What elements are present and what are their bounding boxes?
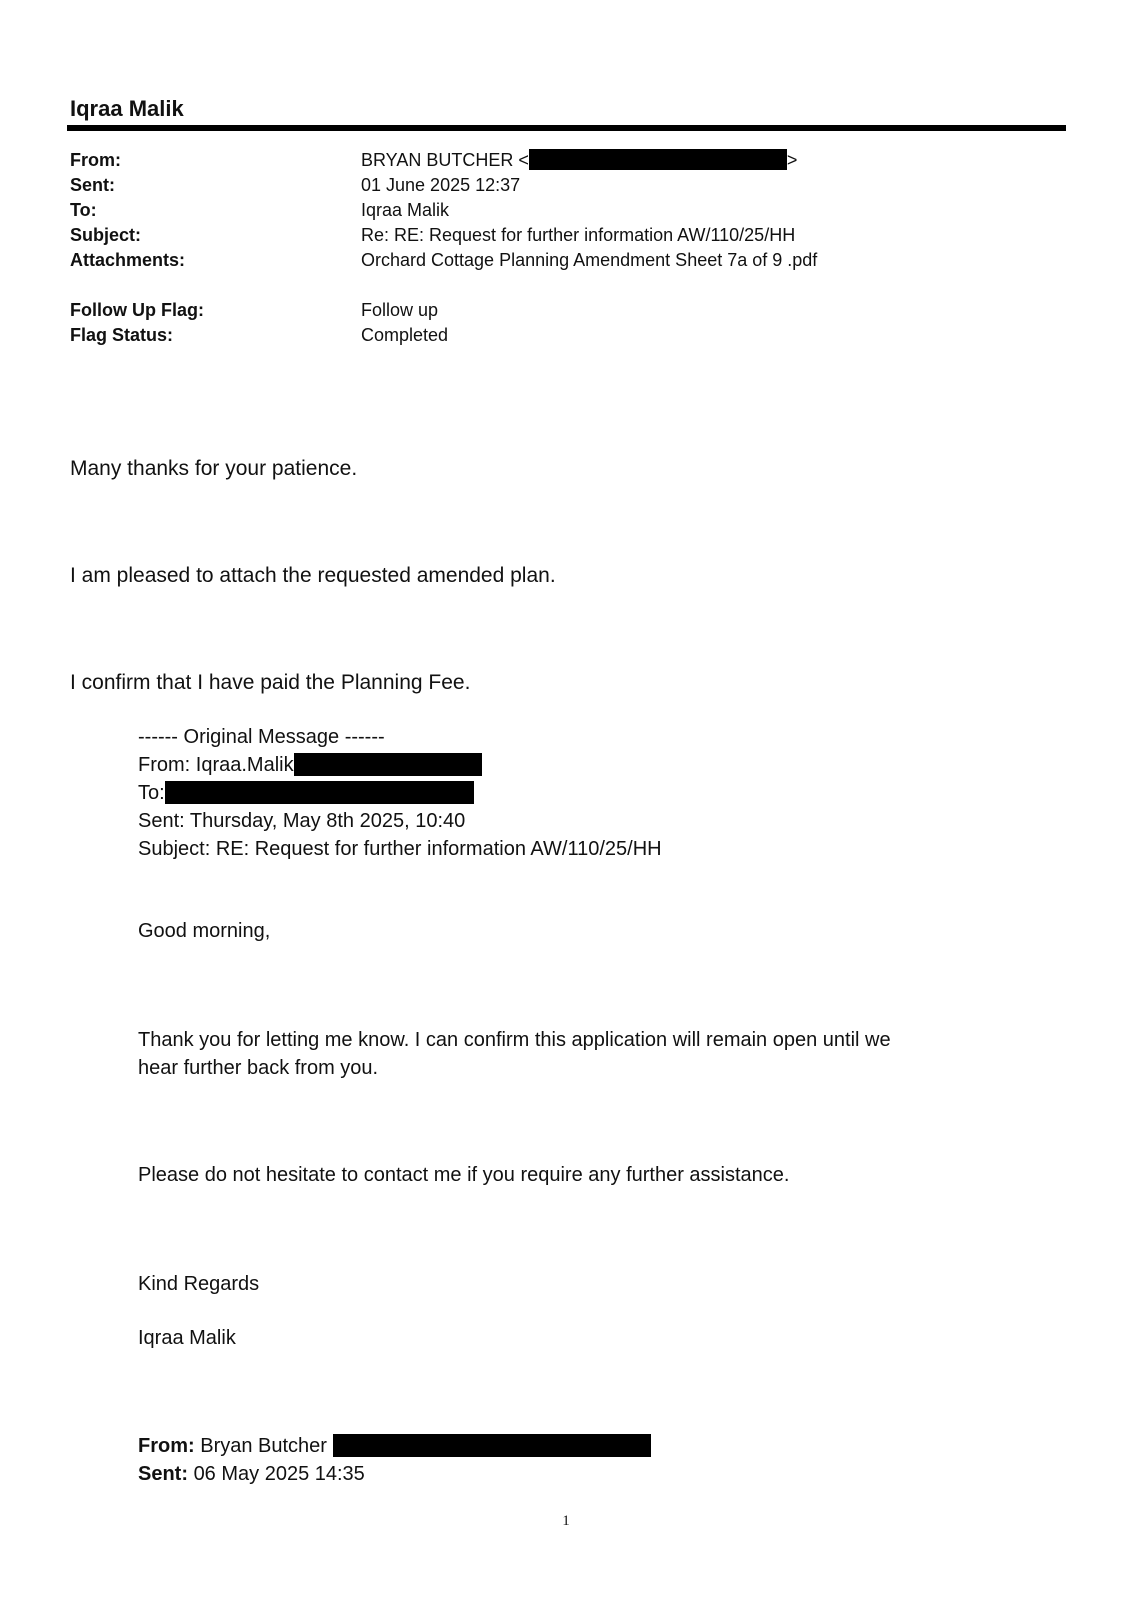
body-line-thanks: Many thanks for your patience. (70, 457, 358, 480)
from-suffix: > (786, 150, 798, 170)
page-title: Iqraa Malik (70, 96, 184, 121)
original-to-line (138, 779, 474, 807)
subject-value: Re: RE: Request for further information AW/110/25/HH (361, 225, 796, 245)
page-number: 1 (562, 1513, 570, 1529)
sent-label: Sent: (70, 175, 115, 195)
original-sent-line: Sent: Thursday, May 8th 2025, 10:40 (138, 810, 466, 832)
flag-status-label: Flag Status: (70, 325, 174, 345)
original-from-line (138, 751, 482, 779)
prior-from-line (138, 1432, 651, 1460)
to-label: To: (70, 200, 97, 220)
paragraph-contact: Please do not hesitate to contact me if you require any further assistance. (138, 1164, 790, 1186)
sent-value: 01 June 2025 12:37 (361, 175, 521, 195)
greeting: Good morning, (138, 920, 271, 942)
body-line-attach: I am pleased to attach the requested amended plan. (70, 564, 556, 587)
signoff: Kind Regards (138, 1273, 260, 1295)
subject-label: Subject: (70, 225, 142, 245)
from-label: From: (70, 150, 121, 170)
follow-up-flag-label: Follow Up Flag: (70, 300, 204, 320)
original-subject-line: Subject: RE: Request for further information AW/110/25/HH (138, 838, 662, 860)
original-from-text: From: Iqraa.Malik (138, 754, 294, 776)
signature: Iqraa Malik (138, 1327, 236, 1349)
follow-up-flag-value: Follow up (361, 300, 439, 320)
redacted-email (333, 1434, 651, 1457)
flag-status-value: Completed (361, 325, 449, 345)
prior-from-value: Bryan Butcher (200, 1435, 327, 1457)
redacted-email (165, 781, 474, 804)
prior-from-label: From: (138, 1435, 195, 1457)
attachments-label: Attachments: (70, 250, 186, 270)
paragraph-confirm-line2: hear further back from you. (138, 1057, 379, 1079)
to-value: Iqraa Malik (361, 200, 450, 220)
from-name: BRYAN BUTCHER < (361, 150, 529, 170)
body-line-fee: I confirm that I have paid the Planning Fee. (70, 671, 471, 694)
prior-sent-line (138, 1460, 365, 1488)
title-divider (67, 125, 1066, 131)
prior-sent-label: Sent: (138, 1463, 188, 1485)
prior-sent-value: 06 May 2025 14:35 (193, 1463, 365, 1485)
redacted-email (529, 149, 787, 170)
paragraph-confirm-line1: Thank you for letting me know. I can confirm this application will remain open until we (138, 1029, 891, 1051)
redacted-email (294, 753, 482, 776)
from-value (361, 148, 797, 172)
attachment-link[interactable]: Orchard Cottage Planning Amendment Sheet 7a of 9 .pdf (361, 250, 818, 270)
original-message-marker: ------ Original Message ------ (138, 726, 385, 748)
original-to-text: To: (138, 782, 165, 804)
